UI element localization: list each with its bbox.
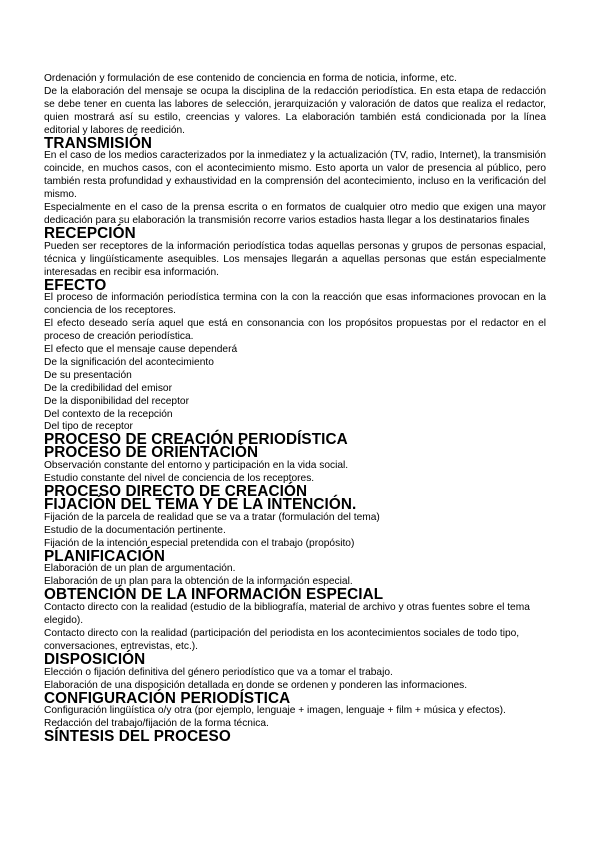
paragraph: Ordenación y formulación de ese contenido de conciencia en forma de noticia, informe, etc. <box>44 73 457 84</box>
paragraph: Estudio de la documentación pertinente. <box>44 524 226 536</box>
section-heading: RECEPCIÓN <box>44 224 136 242</box>
section-heading: FIJACIÓN DEL TEMA Y DE LA INTENCIÓN. <box>44 495 357 513</box>
paragraph: Contacto directo con la realidad (estudio de la bibliografía, material de archivo y otras fuentes sobre el tema elegido). <box>44 602 530 627</box>
paragraph: De su presentación <box>44 369 132 381</box>
paragraph: Elaboración de un plan para la obtención de la información especial. <box>44 576 353 588</box>
paragraph: Pueden ser receptores de la información periodística todas aquellas personas y grupos de personas espacial, técnica y lingüísticamente asequibles. Los mensajes llegarán a aquellas personas que están especialmente interesadas en recibir esa información. <box>44 240 546 278</box>
section-heading: PROCESO DIRECTO DE CREACIÓN <box>44 483 308 500</box>
paragraph: Elección o fijación definitiva del género periodístico que va a tomar el trabajo. <box>44 666 393 678</box>
section-heading: PROCESO DE ORIENTACIÓN <box>44 444 259 462</box>
paragraph: De la credibilidad del emisor <box>44 382 172 394</box>
paragraph: Elaboración de un plan de argumentación. <box>44 563 236 575</box>
paragraph: El proceso de información periodística termina con la con la reacción que esas informaciones provocan en la conciencia de los receptores. <box>44 292 546 317</box>
section-heading: PLANIFICACIÓN <box>44 547 165 565</box>
section-heading: EFECTO <box>44 276 107 294</box>
paragraph: Fijación de la intención especial pretendida con el trabajo (propósito) <box>44 537 355 549</box>
paragraph: El efecto deseado sería aquel que está en consonancia con los propósitos propuestas por el redactor en el proceso de creación periodística. <box>44 318 546 343</box>
section-heading: TRANSMISIÓN <box>44 134 153 152</box>
paragraph: En el caso de los medios caracterizados por la inmediatez y la actualización (TV, radio, Internet), la transmisión coincide, en muchos casos, con el acontecimiento mismo. Esto aporta un valor de presencia al público, pero también resta profundidad y exhaustividad en la comprensión del acontecimiento, incluso en la verificación del mismo. <box>44 150 546 201</box>
section-heading: OBTENCIÓN DE LA INFORMACIÓN ESPECIAL <box>44 586 384 604</box>
paragraph: Observación constante del entorno y participación en la vida social. <box>44 460 349 472</box>
section-heading: PROCESO DE CREACIÓN PERIODÍSTICA <box>44 431 348 449</box>
paragraph: El efecto que el mensaje cause dependerá <box>44 344 238 356</box>
paragraph: Estudio constante del nivel de conciencia de los receptores. <box>44 473 315 485</box>
paragraph: Fijación de la parcela de realidad que se va a tratar (formulación del tema) <box>44 511 380 523</box>
paragraph: Configuración lingüística o/y otra (por ejemplo, lenguaje + imagen, lenguaje + film + música y efectos). <box>44 705 506 717</box>
section-heading: CONFIGURACIÓN PERIODÍSTICA <box>44 689 291 707</box>
paragraph: Del tipo de receptor <box>44 421 133 433</box>
paragraph: Especialmente en el caso de la prensa escrita o en formatos de cualquier otro medio que exigen una mayor dedicación para su elaboración la transmisión recorre varios estadios hasta llegar a los destinatarios finales <box>44 202 546 226</box>
section-heading: DISPOSICIÓN <box>44 650 146 668</box>
paragraph: Contacto directo con la realidad (participación del periodista en los acontecimientos sociales de todo tipo, conversaciones, entrevistas, etc.). <box>44 627 520 652</box>
paragraph: De la disponibilidad del receptor <box>44 395 189 407</box>
paragraph: Redacción del trabajo/fijación de la forma técnica. <box>44 718 269 730</box>
paragraph: Elaboración de una disposición detallada en donde se ordenen y ponderen las informaciones. <box>44 679 468 691</box>
paragraph: Del contexto de la recepción <box>44 408 173 420</box>
section-heading: SÍNTESIS DEL PROCESO <box>44 728 231 746</box>
document-page <box>44 73 546 744</box>
paragraph: De la significación del acontecimiento <box>44 356 214 368</box>
paragraph: De la elaboración del mensaje se ocupa la disciplina de la redacción periodística. En esta etapa de redacción se debe tener en cuenta las labores de selección, jerarquización y valoración de datos que realiza el redactor, quien mostrará así su estilo, creencias y valores. La elaboración también está condicionada por la línea editorial y labores de reedición. <box>44 85 546 136</box>
